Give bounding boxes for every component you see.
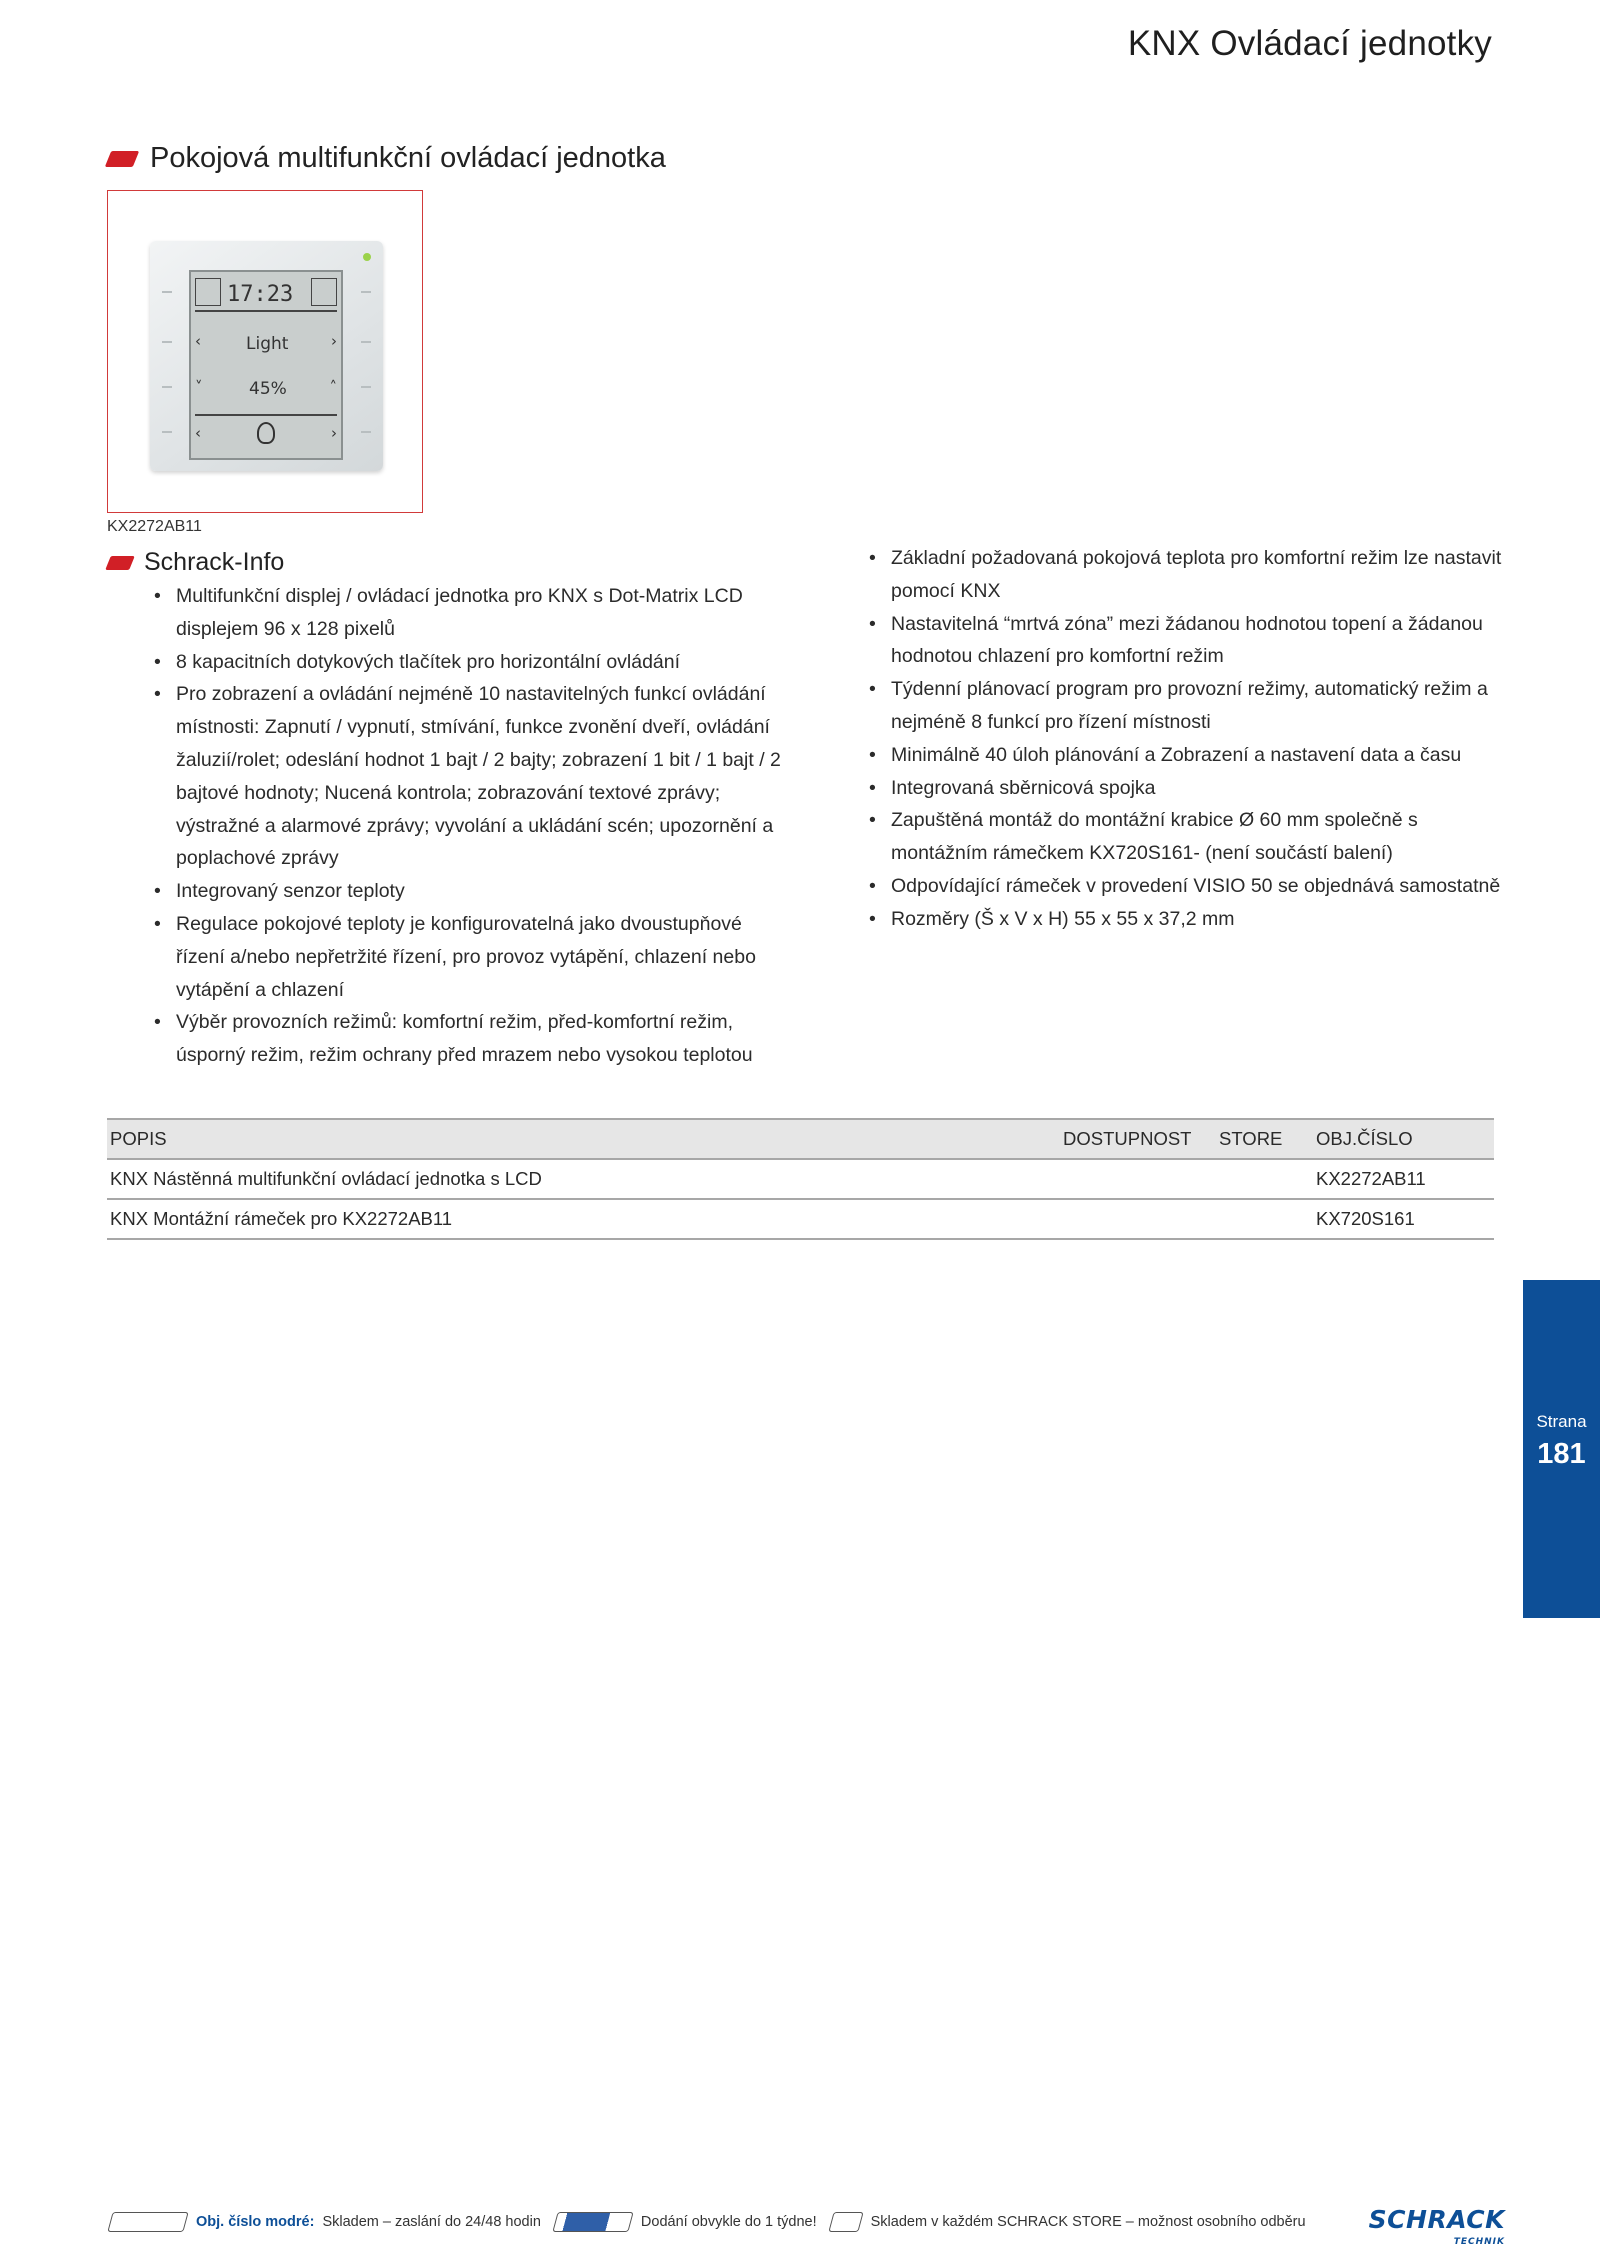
chevron-left-icon: ‹ [195, 332, 201, 350]
chevron-down-icon: ˅ [195, 378, 203, 396]
list-item: • Odpovídající rámeček v provedení VISIO 50 se objednává samostatně [866, 870, 1506, 903]
feature-list-left [151, 580, 796, 1072]
list-item: • Nastavitelná “mrtvá zóna” mezi žádanou hodnotou topení a žádanou hodnotou chlazení pro komfortní režim [866, 608, 1506, 674]
cell-popis: KNX Nástěnná multifunkční ovládací jednotka s LCD [107, 1159, 1060, 1199]
list-item: • Regulace pokojové teploty je konfigurovatelná jako dvoustupňové řízení a/nebo nepřetržité řízení, pro provoz vytápění, chlazení nebo vytápění a chlazení [151, 908, 796, 1006]
status-led-icon [363, 253, 371, 261]
column-header-obj-cislo: OBJ.ČÍSLO [1313, 1119, 1494, 1159]
chevron-left-icon: ‹ [195, 424, 201, 442]
cell-obj-cislo: KX2272AB11 [1313, 1159, 1494, 1199]
table-row [107, 1159, 1494, 1199]
table-row [107, 1199, 1494, 1239]
chevron-right-icon: › [331, 424, 337, 442]
display-value: 45% [249, 379, 287, 399]
list-item: • Týdenní plánovací program pro provozní režimy, automatický režim a nejméně 8 funkcí pro řízení místnosti [866, 673, 1506, 739]
column-header-popis: POPIS [107, 1119, 1060, 1159]
footer-stock-text: Skladem – zaslání do 24/48 hodin [322, 2214, 541, 2230]
cell-store [1216, 1159, 1313, 1199]
chevron-up-icon: ˄ [329, 378, 337, 396]
feature-list-right [866, 542, 1506, 936]
list-item: • Rozměry (Š x V x H) 55 x 55 x 37,2 mm [866, 903, 1506, 936]
store-check-icon [828, 2212, 863, 2232]
list-item: • 8 kapacitních dotykových tlačítek pro horizontální ovládání [151, 646, 796, 679]
delivery-van-icon [107, 2212, 188, 2232]
schrack-logo [1368, 2205, 1505, 2247]
footer-legend [110, 2212, 1306, 2232]
section-title: Pokojová multifunkční ovládací jednotka [150, 142, 666, 174]
footer-delivery-text: Dodání obvykle do 1 týdne! [640, 2214, 817, 2230]
cell-store [1216, 1199, 1313, 1239]
list-item: • Základní požadovaná pokojová teplota pro komfortní režim lze nastavit pomocí KNX [866, 542, 1506, 608]
product-image [150, 241, 383, 471]
list-item: • Pro zobrazení a ovládání nejméně 10 nastavitelných funkcí ovládání místnosti: Zapnutí / vypnutí, stmívání, funkce zvonění dveří, ovládání žaluzií/rolet; odeslání hodnot 1 bajt / 2 bajty; zobrazení 1 bit / 1 bajt / 2 bajtové hodnoty; Nucená kontrola; zobrazování textové zprávy; výstražné a alarmové zprávy; vyvolání a ukládání scén; upozornění a poplachové zprávy [151, 678, 796, 875]
logo-sub: TECHNIK [1453, 2237, 1505, 2247]
footer-obj-label: Obj. číslo modré: [196, 2214, 315, 2230]
list-item: • Zapuštěná montáž do montážní krabice Ø 60 mm společně s montážním rámečkem KX720S161- (není součástí balení) [866, 804, 1506, 870]
light-bulb-icon [257, 422, 275, 444]
blind-icon [195, 278, 221, 306]
column-header-dostupnost: DOSTUPNOST [1060, 1119, 1216, 1159]
product-table [107, 1118, 1494, 1240]
cell-popis: KNX Montážní rámeček pro KX2272AB11 [107, 1199, 1060, 1239]
list-item: • Integrovaný senzor teploty [151, 875, 796, 908]
logo-name: SCHRACK [1368, 2205, 1505, 2234]
page-number: 181 [1537, 1438, 1586, 1470]
page-number-tab [1523, 1280, 1600, 1618]
red-marker-icon [105, 556, 135, 570]
red-marker-icon [105, 151, 139, 167]
cell-obj-cislo: KX720S161 [1313, 1199, 1494, 1239]
footer-store-text: Skladem v každém SCHRACK STORE – možnost osobního odběru [870, 2214, 1306, 2230]
cell-dostupnost [1060, 1159, 1216, 1199]
list-item: • Výběr provozních režimů: komfortní režim, před-komfortní režim, úsporný režim, režim ochrany před mrazem nebo vysokou teplotou [151, 1006, 796, 1072]
truck-icon [552, 2212, 633, 2232]
product-image-frame [107, 190, 423, 513]
display-label: Light [246, 334, 289, 354]
chevron-right-icon: › [331, 332, 337, 350]
list-item: • Multifunkční displej / ovládací jednotka pro KNX s Dot-Matrix LCD displejem 96 x 128 pixelů [151, 580, 796, 646]
column-header-store: STORE [1216, 1119, 1313, 1159]
list-item: • Minimálně 40 úloh plánování a Zobrazení a nastavení data a času [866, 739, 1506, 772]
page-title: KNX Ovládací jednotky [1127, 24, 1492, 63]
info-heading [108, 548, 284, 577]
cell-dostupnost [1060, 1199, 1216, 1239]
blind-icon [311, 278, 337, 306]
display-time: 17:23 [227, 282, 294, 307]
table-header-row [107, 1119, 1494, 1159]
page-label: Strana [1536, 1412, 1587, 1431]
info-title: Schrack-Info [144, 548, 285, 576]
section-heading [108, 142, 666, 175]
list-item: • Integrovaná sběrnicová spojka [866, 772, 1506, 805]
lcd-display [189, 270, 343, 460]
product-code: KX2272AB11 [107, 518, 202, 535]
